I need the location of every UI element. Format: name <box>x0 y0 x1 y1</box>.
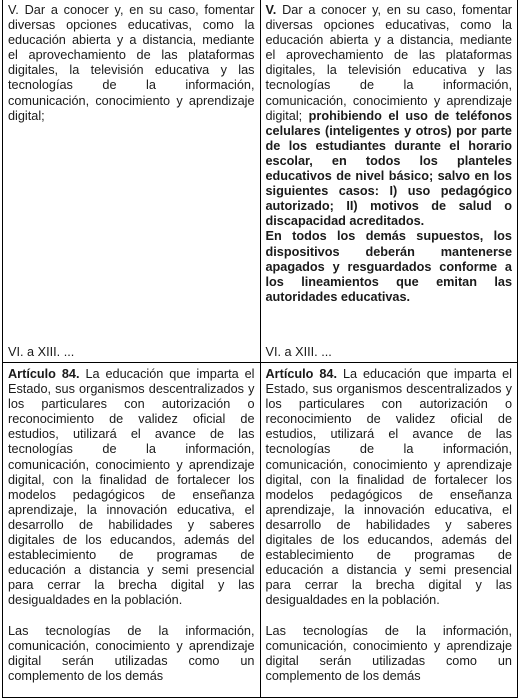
article-84-current <box>8 367 255 609</box>
fraction-v-proposed <box>266 3 513 229</box>
fraction-v-current: V. Dar a conocer y, en su caso, fomentar diversas opciones educativas, como la educación abierta y a distancia, mediante el aprovechamiento de las plataformas digitales, la televisión educativa y las tecnologías de la información, comunicación, conocimiento y aprendizaje digital; <box>8 3 255 123</box>
fraction-v-label: V. <box>265 3 277 17</box>
current-article-cell <box>3 363 261 698</box>
article-label: Artículo 84. <box>265 367 338 381</box>
article-body: La educación que imparta el Estado, sus organismos descentralizados y los particulares con autorización o reconocimiento de validez oficial de estudios, utilizará el avance de las tecnologías de la información, comunicación, conocimiento y aprendizaje digital, con la finalidad de fortalecer los modelos pedagógicos de enseñanza aprendizaje, la innovación educativa, el desarrollo de habilidades y saberes digitales de los educandos, además del establecimiento de programas de educación a distancia y semi presencial para cerrar la brecha digital y las desigualdades en la población. <box>265 367 513 608</box>
devices-bold-paragraph: En todos los demás supuestos, los dispositivos deberán mantenerse apagados y resguardados conforme a los lineamientos que emitan las autoridades educativas. <box>265 229 512 304</box>
proposed-text-cell <box>260 0 518 363</box>
article-label: Artículo 84. <box>8 367 80 381</box>
article-84-proposed <box>266 367 513 609</box>
fraction-v-text: Dar a conocer y, en su caso, fomentar diversas opciones educativas, como la educación abierta y a distancia, mediante el aprovechamiento de las plataformas digitales, la televisión educativa y las tecnologías de la información, comunicación, conocimiento y aprendizaje digital; <box>265 3 512 123</box>
fraction-v-bold-addition: prohibiendo el uso de teléfonos celulares (inteligentes y otros) por parte de los estudiantes durante el horario escolar, en todos los planteles educativos de nivel básico; salvo en los siguientes casos: I) uso pedagógico autorizado; II) motivos de salud o discapacidad acreditados. <box>265 108 513 229</box>
table-row <box>3 0 518 363</box>
table-row <box>3 363 518 698</box>
article-84-second-paragraph-current: Las tecnologías de la información, comunicación, conocimiento y aprendizaje digital serán utilizadas como un complemento de los demás <box>8 623 255 683</box>
comparison-table <box>2 0 518 698</box>
fractions-vi-xiii-current: VI. a XIII. ... <box>8 344 75 359</box>
current-text-cell <box>3 0 261 363</box>
fractions-vi-xiii-proposed: VI. a XIII. ... <box>265 344 332 359</box>
article-body: La educación que imparta el Estado, sus organismos descentralizados y los particulares con autorización o reconocimiento de validez oficial de estudios, utilizará el avance de las tecnologías de la información, comunicación, conocimiento y aprendizaje digital, con la finalidad de fortalecer los modelos pedagógicos de enseñanza aprendizaje, la innovación educativa, el desarrollo de habilidades y saberes digitales de los educandos, además del establecimiento de programas de educación a distancia y semi presencial para cerrar la brecha digital y las desigualdades en la población. <box>8 367 255 608</box>
article-84-second-paragraph-proposed: Las tecnologías de la información, comunicación, conocimiento y aprendizaje digital serán utilizadas como un complemento de los demás <box>265 623 512 683</box>
proposed-article-cell <box>260 363 518 698</box>
